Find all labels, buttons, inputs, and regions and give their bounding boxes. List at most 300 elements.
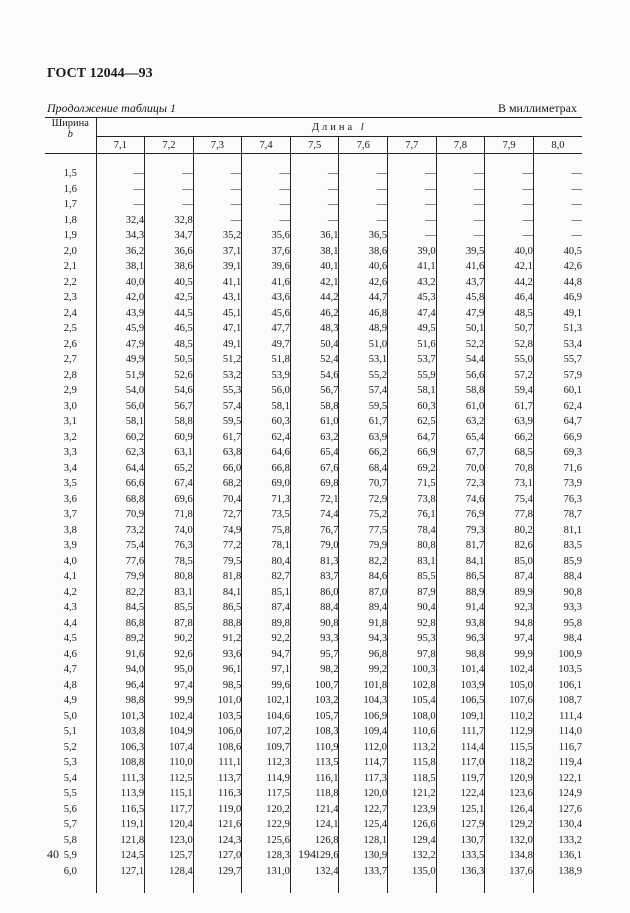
length-column-header: 7,3 (193, 137, 242, 154)
table-cell: 102,1 (242, 693, 291, 709)
table-cell: 97,4 (485, 631, 534, 647)
width-value-cell: 1,8 (45, 213, 96, 229)
spacer-cell (388, 879, 437, 893)
table-row (45, 430, 582, 446)
width-value-cell: 2,7 (45, 352, 96, 368)
table-cell: 60,2 (96, 430, 145, 446)
table-cell: 124,1 (290, 817, 339, 833)
table-cell: — (193, 197, 242, 213)
table-cell: 73,5 (242, 507, 291, 523)
table-cell: 68,5 (485, 445, 534, 461)
width-value-cell: 3,8 (45, 523, 96, 539)
table-row (45, 631, 582, 647)
table-cell: 46,5 (145, 321, 194, 337)
table-row (45, 833, 582, 849)
table-cell: 61,0 (290, 414, 339, 430)
table-cell: — (145, 182, 194, 198)
table-cell: 107,4 (145, 740, 194, 756)
table-cell: 121,2 (388, 786, 437, 802)
width-value-cell: 2,6 (45, 337, 96, 353)
table-cell: 120,2 (242, 802, 291, 818)
table-cell: 117,3 (339, 771, 388, 787)
table-cell: 99,9 (145, 693, 194, 709)
table-cell: 112,3 (242, 755, 291, 771)
table-cell: 58,1 (96, 414, 145, 430)
table-cell: 113,2 (388, 740, 437, 756)
table-cell: 113,9 (96, 786, 145, 802)
table-row (45, 383, 582, 399)
table-cell: 45,8 (436, 290, 485, 306)
table-cell: 101,3 (96, 709, 145, 725)
table-cell: 76,7 (290, 523, 339, 539)
table-cell: 63,2 (290, 430, 339, 446)
table-cell: 78,1 (242, 538, 291, 554)
table-cell: 121,8 (96, 833, 145, 849)
table-cell: 106,3 (96, 740, 145, 756)
width-value-cell: 3,5 (45, 476, 96, 492)
width-value-cell: 5,7 (45, 817, 96, 833)
table-cell: — (571, 214, 582, 226)
table-cell: 76,3 (145, 538, 194, 554)
table-cell: 74,9 (193, 523, 242, 539)
width-value-cell: 2,1 (45, 259, 96, 275)
table-cell: 74,4 (290, 507, 339, 523)
table-cell: — (96, 182, 145, 198)
table-cell: — (571, 199, 582, 211)
table-cell: 92,3 (485, 600, 534, 616)
width-value-cell: 3,7 (45, 507, 96, 523)
table-cell: 77,8 (485, 507, 534, 523)
table-cell: 114,9 (242, 771, 291, 787)
table-cell: 45,6 (242, 306, 291, 322)
table-row (45, 445, 582, 461)
table-cell: 32,8 (145, 213, 194, 229)
table-cell: 62,4 (242, 430, 291, 446)
table-row (45, 554, 582, 570)
table-cell: 43,9 (96, 306, 145, 322)
table-cell: 114,4 (436, 740, 485, 756)
spacer-cell (290, 154, 339, 167)
table-cell: 94,7 (242, 647, 291, 663)
table-cell: 96,3 (436, 631, 485, 647)
width-value-cell: 4,1 (45, 569, 96, 585)
table-cell: 102,4 (485, 662, 534, 678)
table-cell: 126,8 (290, 833, 339, 849)
table-cell: 104,9 (145, 724, 194, 740)
table-cell: 74,6 (436, 492, 485, 508)
spacer-cell (388, 154, 437, 167)
table-cell: 67,6 (290, 461, 339, 477)
table-cell: 38,6 (145, 259, 194, 275)
table-cell: 50,7 (485, 321, 534, 337)
table-cell: 105,0 (485, 678, 534, 694)
width-value-cell: 2,5 (45, 321, 96, 337)
table-cell: 82,2 (96, 585, 145, 601)
table-cell: 45,1 (193, 306, 242, 322)
table-row (45, 755, 582, 771)
table-cell: 50,5 (145, 352, 194, 368)
table-row (45, 492, 582, 508)
table-row (45, 275, 582, 291)
table-cell: 75,4 (485, 492, 534, 508)
table-cell: 110,2 (485, 709, 534, 725)
spacer-cell (485, 154, 534, 167)
table-row (45, 538, 582, 554)
table-cell: — (96, 166, 145, 182)
table-cell: 37,6 (242, 244, 291, 260)
table-cell: 75,4 (96, 538, 145, 554)
table-cell: 114,7 (339, 755, 388, 771)
table-row (45, 507, 582, 523)
table-cell: 71,8 (145, 507, 194, 523)
spacer-cell (45, 879, 96, 893)
table-cell: 94,3 (339, 631, 388, 647)
table-cell: 38,1 (290, 244, 339, 260)
table-cell: 64,4 (96, 461, 145, 477)
table-cell: 90,8 (290, 616, 339, 632)
table-cell: 40,5 (563, 245, 582, 257)
table-cell: 44,2 (485, 275, 534, 291)
table-cell: 128,3 (242, 848, 291, 864)
table-cell: 68,2 (193, 476, 242, 492)
table-cell: — (290, 213, 339, 229)
table-cell: 65,4 (436, 430, 485, 446)
table-cell: 57,4 (193, 399, 242, 415)
table-cell: — (388, 182, 437, 198)
table-cell: 125,6 (242, 833, 291, 849)
table-cell: 103,2 (290, 693, 339, 709)
table-row (45, 817, 582, 833)
table-cell: 63,2 (436, 414, 485, 430)
table-cell: 110,9 (290, 740, 339, 756)
table-cell: 64,7 (388, 430, 437, 446)
table-cell: 129,4 (388, 833, 437, 849)
table-cell: 69,2 (388, 461, 437, 477)
table-cell: 45,3 (388, 290, 437, 306)
table-cell: 93,3 (563, 602, 582, 614)
table-cell: 129,7 (193, 864, 242, 880)
table-cell: 64,7 (563, 416, 582, 428)
units-note: В миллиметрах (497, 101, 577, 115)
table-cell: 102,4 (145, 709, 194, 725)
table-cell: 81,1 (563, 524, 582, 536)
table-cell: 90,2 (145, 631, 194, 647)
table-cell: 109,4 (339, 724, 388, 740)
table-cell: 106,5 (436, 693, 485, 709)
table-cell: 72,9 (339, 492, 388, 508)
table-cell: 122,1 (558, 772, 582, 784)
table-cell: 93,3 (290, 631, 339, 647)
table-cell: 96,8 (339, 647, 388, 663)
table-cell: 59,5 (339, 399, 388, 415)
table-cell: 130,4 (558, 819, 582, 831)
table-cell: 111,3 (96, 771, 145, 787)
table-row (45, 228, 582, 244)
table-cell: 66,2 (339, 445, 388, 461)
table-cell: — (571, 168, 582, 180)
table-row (45, 321, 582, 337)
table-cell: 112,9 (485, 724, 534, 740)
table-cell: 105,4 (388, 693, 437, 709)
table-cell: 57,9 (563, 369, 582, 381)
table-cell: 54,6 (145, 383, 194, 399)
table-cell: 127,1 (96, 864, 145, 880)
spacer-cell (242, 879, 291, 893)
width-value-cell: 3,0 (45, 399, 96, 415)
table-body (45, 154, 582, 894)
table-row (45, 414, 582, 430)
table-cell: 109,1 (436, 709, 485, 725)
width-header-cell (45, 118, 96, 154)
table-cell: — (290, 197, 339, 213)
table-cell: 80,4 (242, 554, 291, 570)
table-cell: 38,6 (339, 244, 388, 260)
table-cell: 34,7 (145, 228, 194, 244)
table-cell: 120,4 (145, 817, 194, 833)
table-row (45, 740, 582, 756)
table-cell: 88,4 (563, 571, 582, 583)
table-cell: 70,4 (193, 492, 242, 508)
table-cell: 126,6 (388, 817, 437, 833)
width-value-cell: 5,1 (45, 724, 96, 740)
table-cell: 116,5 (96, 802, 145, 818)
table-cell: 127,0 (193, 848, 242, 864)
table-cell: — (242, 213, 291, 229)
width-header-symbol: b (67, 129, 73, 140)
table-cell: 42,5 (145, 290, 194, 306)
width-value-cell: 3,2 (45, 430, 96, 446)
table-cell: 121,4 (290, 802, 339, 818)
table-cell: 42,1 (290, 275, 339, 291)
table-cell: 106,1 (558, 679, 582, 691)
table-cell: 103,5 (558, 664, 582, 676)
table-cell: 51,3 (563, 323, 582, 335)
table-cell: 54,0 (96, 383, 145, 399)
width-value-cell: 4,4 (45, 616, 96, 632)
width-value-cell: 5,9 (45, 848, 96, 864)
table-row (45, 662, 582, 678)
table-cell: — (96, 197, 145, 213)
table-cell: 122,7 (339, 802, 388, 818)
table-cell: 41,6 (242, 275, 291, 291)
table-cell: 79,5 (193, 554, 242, 570)
table-cell: 60,1 (563, 385, 582, 397)
table-cell: 130,7 (436, 833, 485, 849)
table-row (45, 259, 582, 275)
table-row (45, 616, 582, 632)
table-cell: — (339, 182, 388, 198)
table-cell: — (193, 166, 242, 182)
table-cell: 77,5 (339, 523, 388, 539)
table-cell: 79,9 (96, 569, 145, 585)
width-value-cell: 2,4 (45, 306, 96, 322)
table-cell: 55,2 (339, 368, 388, 384)
length-column-header: 8,0 (533, 137, 582, 154)
table-cell: 37,1 (193, 244, 242, 260)
table-cell: 66,6 (96, 476, 145, 492)
table-cell: — (436, 166, 485, 182)
table-cell: 89,8 (242, 616, 291, 632)
table-cell: 44,2 (290, 290, 339, 306)
table-cell: 83,1 (388, 554, 437, 570)
table-cell: 63,9 (339, 430, 388, 446)
spacer-cell (436, 154, 485, 167)
table-cell: 41,1 (388, 259, 437, 275)
table-cell: 133,7 (339, 864, 388, 880)
table-cell: 72,7 (193, 507, 242, 523)
spacer-cell (193, 879, 242, 893)
table-cell: 99,2 (339, 662, 388, 678)
width-value-cell: 6,0 (45, 864, 96, 880)
table-cell: 98,8 (96, 693, 145, 709)
table-cell: 83,1 (145, 585, 194, 601)
table-cell: 89,4 (339, 600, 388, 616)
spacer-cell (193, 154, 242, 167)
table-cell: 39,1 (193, 259, 242, 275)
table-cell: 63,1 (145, 445, 194, 461)
table-cell: 43,6 (242, 290, 291, 306)
table-cell: 112,5 (145, 771, 194, 787)
table-row (45, 600, 582, 616)
table-row (45, 182, 582, 198)
table-cell: 135,0 (388, 864, 437, 880)
table-cell: 68,8 (96, 492, 145, 508)
table-row (45, 864, 582, 880)
table-cell: 128,4 (145, 864, 194, 880)
table-cell: 132,0 (485, 833, 534, 849)
table-cell: 86,8 (96, 616, 145, 632)
table-cell: 58,8 (436, 383, 485, 399)
table-cell: 125,7 (145, 848, 194, 864)
table-cell: 95,3 (388, 631, 437, 647)
table-cell: 79,0 (290, 538, 339, 554)
table-cell: 73,8 (388, 492, 437, 508)
width-value-cell: 4,5 (45, 631, 96, 647)
table-cell: 123,9 (388, 802, 437, 818)
length-column-header: 7,4 (242, 137, 291, 154)
table-cell: 124,3 (193, 833, 242, 849)
table-cell: 94,8 (485, 616, 534, 632)
table-cell: 77,6 (96, 554, 145, 570)
table-cell: 73,2 (96, 523, 145, 539)
table-cell: 92,2 (242, 631, 291, 647)
width-value-cell: 5,4 (45, 771, 96, 787)
table-cell: — (485, 228, 534, 244)
table-cell: 46,9 (563, 292, 582, 304)
table-cell: 111,1 (193, 755, 242, 771)
table-continuation-caption: Продолжение таблицы 1 (47, 101, 177, 115)
table-cell: 72,1 (290, 492, 339, 508)
table-cell: 81,7 (436, 538, 485, 554)
table-cell: 98,4 (563, 633, 582, 645)
table-cell: 40,5 (145, 275, 194, 291)
table-cell: 124,9 (558, 788, 582, 800)
spacer-cell (533, 879, 582, 893)
table-cell: 108,8 (96, 755, 145, 771)
table-cell: 51,2 (193, 352, 242, 368)
table-cell: 84,1 (436, 554, 485, 570)
table-cell: 92,6 (145, 647, 194, 663)
table-cell: 82,6 (485, 538, 534, 554)
table-cell: 97,8 (388, 647, 437, 663)
width-value-cell: 3,9 (45, 538, 96, 554)
table-cell: 80,2 (485, 523, 534, 539)
table-cell: 124,5 (96, 848, 145, 864)
table-cell: 39,5 (436, 244, 485, 260)
table-cell: 98,8 (436, 647, 485, 663)
table-cell: 46,2 (290, 306, 339, 322)
table-cell: 65,4 (290, 445, 339, 461)
table-row (45, 709, 582, 725)
table-cell: 82,2 (339, 554, 388, 570)
table-cell: 116,1 (290, 771, 339, 787)
table-row (45, 476, 582, 492)
table-cell: 40,1 (290, 259, 339, 275)
table-cell: 76,9 (436, 507, 485, 523)
table-cell: 95,7 (290, 647, 339, 663)
table-cell: 91,4 (436, 600, 485, 616)
table-cell: — (571, 230, 582, 242)
table-cell: 65,2 (145, 461, 194, 477)
spacer-cell (96, 879, 145, 893)
table-cell: 46,4 (485, 290, 534, 306)
table-cell: 79,3 (436, 523, 485, 539)
table-cell: 69,0 (242, 476, 291, 492)
table-cell: 133,2 (558, 834, 582, 846)
table-cell: 56,7 (145, 399, 194, 415)
table-cell: 89,9 (485, 585, 534, 601)
table-cell: — (193, 182, 242, 198)
table-cell: 43,7 (436, 275, 485, 291)
dimensions-table (45, 117, 582, 893)
table-cell: 75,8 (242, 523, 291, 539)
table-cell: 67,7 (436, 445, 485, 461)
spacer-cell (533, 154, 582, 167)
table-cell: 50,1 (436, 321, 485, 337)
table-cell: 78,5 (145, 554, 194, 570)
table-cell: 109,7 (242, 740, 291, 756)
table-cell: 54,6 (290, 368, 339, 384)
table-cell: 75,2 (339, 507, 388, 523)
table-cell: 69,8 (290, 476, 339, 492)
table-cell: 44,7 (339, 290, 388, 306)
table-cell: 81,3 (290, 554, 339, 570)
table-row (45, 352, 582, 368)
table-cell: 48,3 (290, 321, 339, 337)
width-value-cell: 1,7 (45, 197, 96, 213)
table-cell: 47,9 (96, 337, 145, 353)
table-cell: 125,4 (339, 817, 388, 833)
table-cell: 42,6 (563, 261, 582, 273)
table-cell: 116,3 (193, 786, 242, 802)
table-cell: 84,1 (193, 585, 242, 601)
table-cell: 115,5 (485, 740, 534, 756)
table-cell: 127,6 (558, 803, 582, 815)
table-cell: 61,0 (436, 399, 485, 415)
table-cell: 100,3 (388, 662, 437, 678)
table-cell: 60,3 (242, 414, 291, 430)
table-cell: — (339, 197, 388, 213)
table-row (45, 523, 582, 539)
width-value-cell: 4,8 (45, 678, 96, 694)
length-column-header: 7,9 (485, 137, 534, 154)
table-cell: 82,7 (242, 569, 291, 585)
length-columns-row (45, 137, 582, 154)
table-cell: 118,2 (485, 755, 534, 771)
table-cell: 49,9 (96, 352, 145, 368)
table-cell: 47,4 (388, 306, 437, 322)
table-cell: 63,9 (485, 414, 534, 430)
